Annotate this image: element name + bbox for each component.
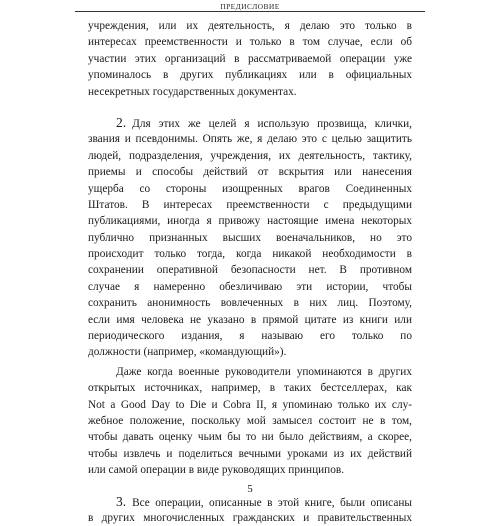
text-line: в других многочисленных гражданских и правительственных [88,511,412,524]
text-line: публично признанных высших военачальников, но это [88,231,412,244]
text-line: ущерба со стороны изощренных врагов Соединенных [88,182,412,195]
text-line: чтобы давать оценку чьим бы то ни было действиям, а скорее, [88,431,412,444]
paragraph [88,364,412,479]
text-line: периодического издания, я называю его только по [88,330,412,343]
paragraph [88,115,412,361]
text-line: участии этих организаций в рассматриваемой операции уже [88,52,412,65]
text-line: звания и псевдонимы. Опять же, я делаю это с целью защитить [88,133,412,146]
paragraph [88,494,412,526]
text-line: происходит только тогда, когда никакой необходимости в [88,248,412,261]
text-line: интересах преемственности и только в том случае, если об [88,36,412,49]
text-line: учреждения, или их деятельность, я делаю это только в [88,20,412,32]
text-line: сохранении оперативной безопасности нет. В противном [88,264,412,277]
text-line: открытых источниках, например, в таких бестселлерах, как [88,382,412,395]
text-line: случае я намеренно обезличиваю эти истории, чтобы [88,280,412,293]
paragraph-number: 2. [116,114,127,130]
text-line: Все операции, описанные в этой книге, были описаны [132,496,412,509]
header-rule [75,11,425,12]
paragraph [88,18,412,100]
text-line: Даже когда военные руководители упоминаются в других [116,365,412,378]
text-line: сохранить анонимность вовлеченных в них лиц. Поэтому, [88,297,412,310]
page-number: 5 [247,483,253,495]
text-line: несекретных государственных документах. [88,85,297,98]
text-line: должности (например, «командующий»). [88,346,287,359]
text-line: чтобы извлечь и поделиться вечными уроками из их действий [88,447,412,460]
text-line: Штатов. В интересах преемственности с предыдущими [88,198,412,211]
text-line: людей, подразделения, учреждения, их деятельность, тактику, [88,149,412,162]
text-line-first [88,115,412,131]
paragraph-number: 3. [116,493,127,509]
text-line: или самой операции в виде руководящих принципов. [88,464,345,477]
text-line: приемы и способы действий от вскрытия или нанесения [88,166,412,179]
text-line: упоминалось в других публикациях или в официальных [88,69,412,82]
text-line: жебное положение, поскольку мой замысел состоит не в том, [88,414,412,427]
text-line: Not a Good Day to Die и Cobra II, я упоминаю только их слу- [88,398,412,411]
body-text [88,18,412,526]
running-header: ПРЕДИСЛОВИЕ [220,2,280,11]
text-line: если имя человека не указано в прямой цитате из книги или [88,313,412,326]
text-line-first [88,494,412,510]
text-line: публикациями, иногда я привожу настоящие имена некоторых [88,215,412,228]
text-line: Для этих же целей я использую прозвища, клички, [132,117,412,130]
